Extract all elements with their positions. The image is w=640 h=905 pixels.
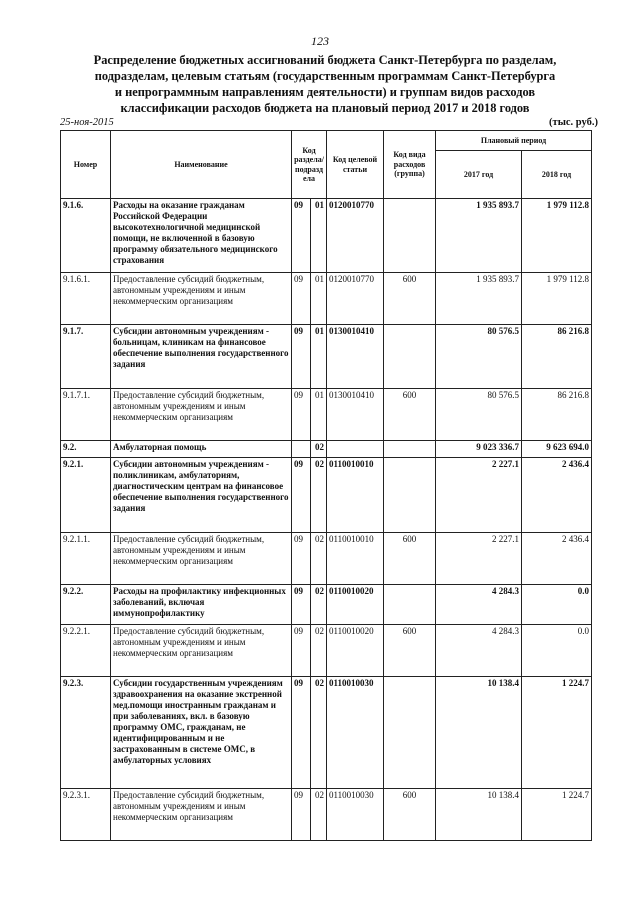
row-number: 9.1.6. — [61, 199, 111, 273]
row-amount-2017: 80 576.5 — [436, 389, 522, 441]
row-section: 09 — [292, 199, 311, 273]
row-amount-2017: 1 935 893.7 — [436, 199, 522, 273]
row-name: Субсидии государственным учреждениям здравоохранения на оказание экстренной мед.помощи иностранным гражданам и при заболеваниях, вкл. в базовую программу ОМС, гражданам, не идентифицированным и не застрахованным в системе ОМС, в амбулаторных условиях — [111, 677, 292, 789]
table-row — [61, 389, 592, 441]
row-name: Предоставление субсидий бюджетным, автономным учреждениям и иным некоммерческим организациям — [111, 789, 292, 841]
row-number: 9.1.7.1. — [61, 389, 111, 441]
row-amount-2017: 10 138.4 — [436, 789, 522, 841]
row-group-code: 600 — [384, 789, 436, 841]
table-row — [61, 625, 592, 677]
row-section: 09 — [292, 389, 311, 441]
row-name: Субсидии автономным учреждениям - больницам, клиникам на финансовое обеспечение выполнения государственного задания — [111, 325, 292, 389]
row-number: 9.2.3. — [61, 677, 111, 789]
row-section: 09 — [292, 789, 311, 841]
table-row — [61, 199, 592, 273]
table-row — [61, 441, 592, 458]
table-row — [61, 789, 592, 841]
header-year-2018: 2018 год — [522, 151, 592, 199]
table-body — [61, 199, 592, 841]
row-group-code: 600 — [384, 273, 436, 325]
row-name: Предоставление субсидий бюджетным, автономным учреждениям и иным некоммерческим организациям — [111, 389, 292, 441]
row-group-code — [384, 585, 436, 625]
row-amount-2018: 9 623 694.0 — [522, 441, 592, 458]
header-planned-period: Плановый период — [436, 131, 592, 151]
row-group-code — [384, 199, 436, 273]
row-number: 9.2.3.1. — [61, 789, 111, 841]
header-row — [61, 131, 592, 151]
row-subsection: 01 — [311, 389, 327, 441]
table-row — [61, 325, 592, 389]
row-name: Расходы на оказание гражданам Российской Федерации высокотехнологичной медицинской помощи, не включенной в базовую программу обязательного медицинского страхования — [111, 199, 292, 273]
row-number: 9.1.6.1. — [61, 273, 111, 325]
row-amount-2018: 1 224.7 — [522, 789, 592, 841]
row-section: 09 — [292, 325, 311, 389]
row-subsection: 02 — [311, 789, 327, 841]
table-row — [61, 273, 592, 325]
row-amount-2018: 86 216.8 — [522, 325, 592, 389]
row-section: 09 — [292, 625, 311, 677]
row-target-code: 0110010010 — [327, 533, 384, 585]
table-row — [61, 677, 592, 789]
title-line: классификации расходов бюджета на плановый период 2017 и 2018 годов — [120, 101, 530, 115]
document-date: 25-ноя-2015 — [60, 117, 114, 128]
row-amount-2017: 10 138.4 — [436, 677, 522, 789]
document-title — [70, 52, 580, 116]
row-subsection: 01 — [311, 199, 327, 273]
row-target-code: 0110010030 — [327, 677, 384, 789]
row-amount-2018: 1 979 112.8 — [522, 273, 592, 325]
row-amount-2018: 1 979 112.8 — [522, 199, 592, 273]
row-amount-2018: 86 216.8 — [522, 389, 592, 441]
row-amount-2018: 1 224.7 — [522, 677, 592, 789]
row-amount-2017: 9 023 336.7 — [436, 441, 522, 458]
row-number: 9.2. — [61, 441, 111, 458]
row-target-code: 0120010770 — [327, 199, 384, 273]
row-target-code: 0110010020 — [327, 585, 384, 625]
title-line: и непрограммным направлениям деятельности) и группам видов расходов — [114, 85, 536, 99]
row-name: Амбулаторная помощь — [111, 441, 292, 458]
row-target-code: 0130010410 — [327, 389, 384, 441]
row-subsection: 01 — [311, 273, 327, 325]
row-subsection: 02 — [311, 625, 327, 677]
row-amount-2017: 1 935 893.7 — [436, 273, 522, 325]
row-group-code — [384, 458, 436, 533]
row-subsection: 02 — [311, 441, 327, 458]
row-subsection: 02 — [311, 533, 327, 585]
header-year-2017: 2017 год — [436, 151, 522, 199]
header-target-code: Код целевой статьи — [327, 131, 384, 199]
header-group-code: Код вида расходов (группа) — [384, 131, 436, 199]
row-section — [292, 441, 311, 458]
row-section: 09 — [292, 273, 311, 325]
row-target-code: 0110010010 — [327, 458, 384, 533]
units-label: (тыс. руб.) — [549, 117, 598, 128]
table-row — [61, 458, 592, 533]
header-number: Номер — [61, 131, 111, 199]
row-section: 09 — [292, 585, 311, 625]
row-subsection: 01 — [311, 325, 327, 389]
row-group-code: 600 — [384, 533, 436, 585]
row-amount-2017: 4 284.3 — [436, 585, 522, 625]
row-amount-2018: 0.0 — [522, 585, 592, 625]
header-name: Наименование — [111, 131, 292, 199]
row-amount-2018: 2 436.4 — [522, 458, 592, 533]
row-subsection: 02 — [311, 458, 327, 533]
row-number: 9.2.2.1. — [61, 625, 111, 677]
row-target-code — [327, 441, 384, 458]
row-name: Расходы на профилактику инфекционных заболеваний, включая иммунопрофилактику — [111, 585, 292, 625]
row-section: 09 — [292, 677, 311, 789]
table-row — [61, 533, 592, 585]
row-target-code: 0110010020 — [327, 625, 384, 677]
row-subsection: 02 — [311, 677, 327, 789]
row-section: 09 — [292, 458, 311, 533]
row-amount-2018: 0.0 — [522, 625, 592, 677]
page-number: 123 — [311, 34, 329, 48]
row-amount-2017: 2 227.1 — [436, 533, 522, 585]
row-group-code — [384, 441, 436, 458]
row-amount-2017: 2 227.1 — [436, 458, 522, 533]
row-amount-2018: 2 436.4 — [522, 533, 592, 585]
row-group-code — [384, 325, 436, 389]
header-section-code: Код раздела/ подразд ела — [292, 131, 327, 199]
row-group-code: 600 — [384, 625, 436, 677]
budget-table — [60, 130, 592, 841]
row-subsection: 02 — [311, 585, 327, 625]
row-group-code — [384, 677, 436, 789]
row-number: 9.2.2. — [61, 585, 111, 625]
row-section: 09 — [292, 533, 311, 585]
row-group-code: 600 — [384, 389, 436, 441]
row-number: 9.2.1. — [61, 458, 111, 533]
row-target-code: 0110010030 — [327, 789, 384, 841]
row-name: Предоставление субсидий бюджетным, автономным учреждениям и иным некоммерческим организациям — [111, 533, 292, 585]
table-row — [61, 585, 592, 625]
title-line: подразделам, целевым статьям (государственным программам Санкт-Петербурга — [94, 69, 556, 83]
row-amount-2017: 80 576.5 — [436, 325, 522, 389]
title-line: Распределение бюджетных ассигнований бюджета Санкт-Петербурга по разделам, — [93, 53, 557, 67]
row-target-code: 0130010410 — [327, 325, 384, 389]
row-name: Предоставление субсидий бюджетным, автономным учреждениям и иным некоммерческим организациям — [111, 273, 292, 325]
row-name: Предоставление субсидий бюджетным, автономным учреждениям и иным некоммерческим организациям — [111, 625, 292, 677]
row-amount-2017: 4 284.3 — [436, 625, 522, 677]
row-name: Субсидии автономным учреждениям - поликлиникам, амбулаториям, диагностическим центрам на финансовое обеспечение выполнения государственного задания — [111, 458, 292, 533]
row-number: 9.1.7. — [61, 325, 111, 389]
row-target-code: 0120010770 — [327, 273, 384, 325]
row-number: 9.2.1.1. — [61, 533, 111, 585]
